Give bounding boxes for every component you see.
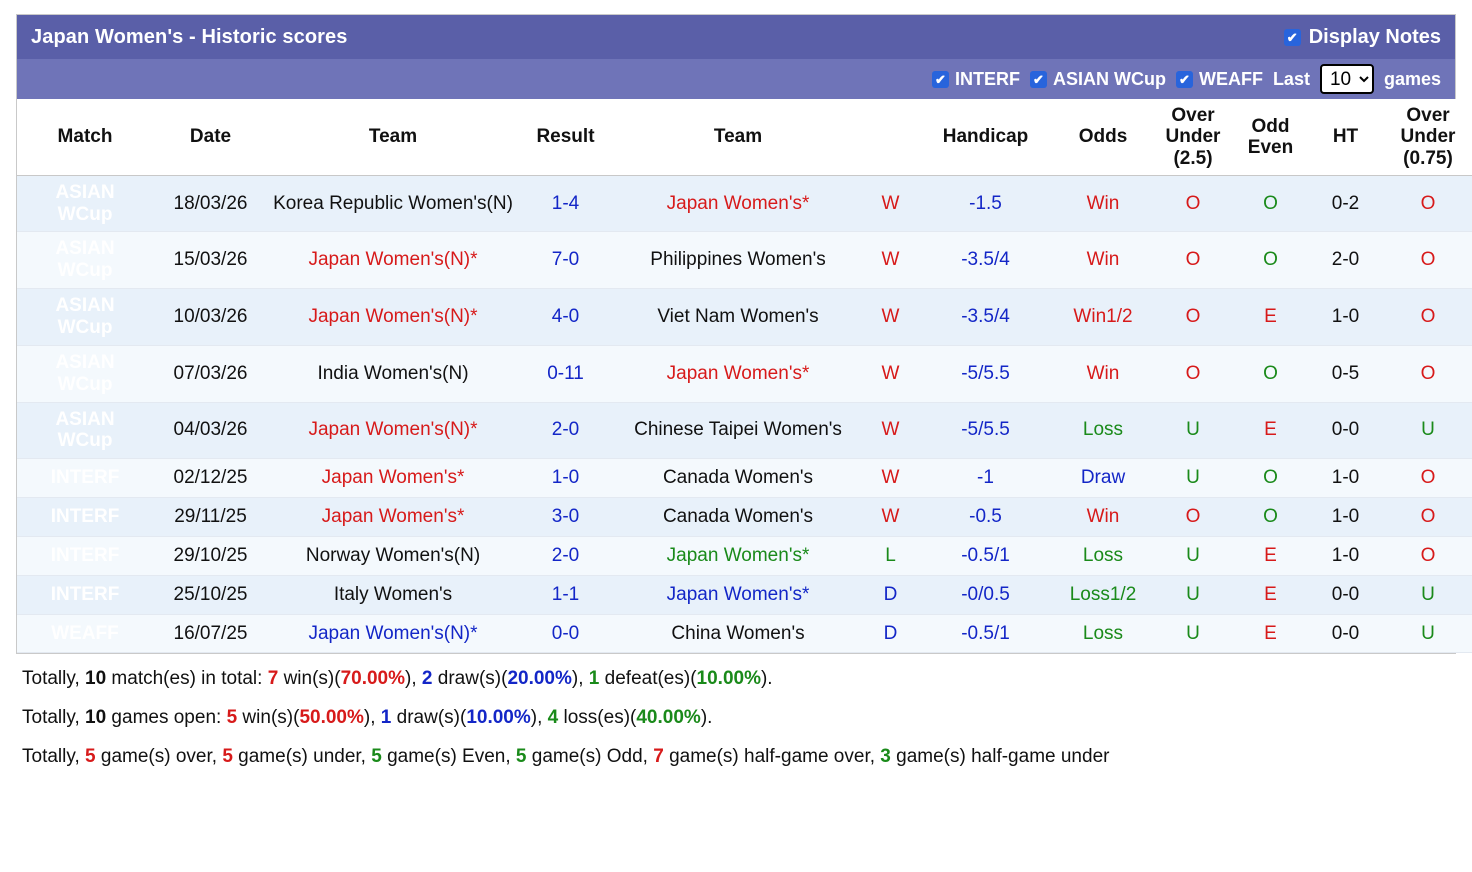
- match-result[interactable]: 4-0: [518, 289, 613, 346]
- interf-label: INTERF: [954, 68, 1020, 89]
- match-result[interactable]: 2-0: [518, 536, 613, 575]
- summary-open-wins: 5: [226, 707, 238, 729]
- match-date: 16/07/25: [153, 614, 268, 653]
- away-team[interactable]: Japan Women's*: [613, 345, 863, 402]
- summary-text: defeat(es)(: [599, 668, 697, 690]
- summary-text: draw(s)(: [432, 668, 508, 690]
- over-under-25: U: [1153, 614, 1233, 653]
- home-team[interactable]: Japan Women's*: [268, 498, 518, 537]
- over-under-075: U: [1383, 402, 1472, 459]
- summary-line-2: [22, 705, 1450, 731]
- odd-even: E: [1233, 575, 1308, 614]
- col-team-away: Team: [613, 99, 863, 175]
- half-time-score: 0-0: [1308, 575, 1383, 614]
- handicap-value: -0/0.5: [918, 575, 1053, 614]
- odds-result: Win: [1053, 498, 1153, 537]
- odd-even: E: [1233, 289, 1308, 346]
- last-label: Last: [1272, 68, 1310, 89]
- display-notes-control[interactable]: [1284, 26, 1441, 49]
- match-result[interactable]: 0-11: [518, 345, 613, 402]
- col-over-under-25-l2: Under: [1165, 126, 1221, 148]
- competition-badge: INTERF: [17, 459, 153, 498]
- col-odd-even-l1: Odd: [1251, 115, 1290, 137]
- col-odds: Odds: [1053, 99, 1153, 175]
- handicap-value: -3.5/4: [918, 232, 1053, 289]
- over-under-075: O: [1383, 232, 1472, 289]
- summary-open-win-pct: 50.00%: [299, 707, 364, 729]
- win-draw-loss: W: [863, 175, 918, 232]
- competition-badge: ASIAN WCup: [17, 232, 153, 289]
- odds-result: Draw: [1053, 459, 1153, 498]
- away-team[interactable]: Japan Women's*: [613, 175, 863, 232]
- col-odd-even-l2: Even: [1247, 136, 1294, 158]
- panel-titlebar: [17, 15, 1455, 59]
- summary-line-3: [22, 744, 1450, 770]
- summary-text: Totally,: [22, 745, 86, 767]
- odds-result: Win1/2: [1053, 289, 1153, 346]
- win-draw-loss: W: [863, 345, 918, 402]
- half-time-score: 1-0: [1308, 459, 1383, 498]
- over-under-075: O: [1383, 498, 1472, 537]
- col-result: Result: [518, 99, 613, 175]
- summary-total-matches: 10: [85, 668, 107, 690]
- win-draw-loss: W: [863, 498, 918, 537]
- win-draw-loss: W: [863, 289, 918, 346]
- match-result[interactable]: 1-1: [518, 575, 613, 614]
- win-draw-loss: L: [863, 536, 918, 575]
- odds-result: Loss: [1053, 402, 1153, 459]
- historic-scores-table: [17, 99, 1472, 653]
- home-team[interactable]: Japan Women's(N)*: [268, 402, 518, 459]
- win-draw-loss: D: [863, 575, 918, 614]
- asian-wcup-label: ASIAN WCup: [1052, 68, 1166, 89]
- home-team[interactable]: Japan Women's(N)*: [268, 232, 518, 289]
- match-date: 02/12/25: [153, 459, 268, 498]
- table-row[interactable]: [17, 614, 1472, 653]
- interf-checkbox[interactable]: [932, 71, 949, 88]
- half-time-score: 1-0: [1308, 289, 1383, 346]
- summary-open-draw-pct: 10.00%: [466, 707, 531, 729]
- win-draw-loss: W: [863, 232, 918, 289]
- summary-win-pct: 70.00%: [340, 668, 406, 690]
- match-date: 25/10/25: [153, 575, 268, 614]
- over-under-075: O: [1383, 536, 1472, 575]
- home-team[interactable]: India Women's(N): [268, 345, 518, 402]
- summary-wins: 7: [267, 668, 279, 690]
- match-result[interactable]: 3-0: [518, 498, 613, 537]
- summary-text: match(es) in total:: [106, 668, 268, 690]
- over-under-075: O: [1383, 345, 1472, 402]
- summary-open-losses: 4: [547, 707, 559, 729]
- over-under-075: U: [1383, 575, 1472, 614]
- match-result[interactable]: 7-0: [518, 232, 613, 289]
- summary-defeats: 1: [588, 668, 600, 690]
- match-date: 07/03/26: [153, 345, 268, 402]
- summary-section: [16, 654, 1456, 769]
- summary-text: game(s) half-game over,: [663, 745, 881, 767]
- weaff-checkbox[interactable]: [1176, 71, 1193, 88]
- summary-text: win(s)(: [278, 668, 341, 690]
- home-team[interactable]: Italy Women's: [268, 575, 518, 614]
- summary-text: Totally,: [22, 707, 86, 729]
- match-result[interactable]: 2-0: [518, 402, 613, 459]
- historic-scores-panel: [16, 14, 1456, 654]
- table-row[interactable]: [17, 175, 1472, 232]
- over-under-25: O: [1153, 498, 1233, 537]
- half-time-score: 1-0: [1308, 498, 1383, 537]
- page-title: Japan Women's - Historic scores: [31, 25, 348, 48]
- col-over-under-075-l2: Under: [1400, 126, 1456, 148]
- summary-text: Totally,: [22, 668, 86, 690]
- match-date: 29/11/25: [153, 498, 268, 537]
- away-team[interactable]: Philippines Women's: [613, 232, 863, 289]
- col-over-under-25-l1: Over: [1171, 105, 1215, 126]
- col-over-under-25-l3: (2.5): [1173, 147, 1213, 169]
- asian-wcup-checkbox[interactable]: [1030, 71, 1047, 88]
- odd-even: E: [1233, 402, 1308, 459]
- half-time-score: 1-0: [1308, 536, 1383, 575]
- col-over-under-075-l3: (0.75): [1403, 147, 1453, 169]
- away-team[interactable]: China Women's: [613, 614, 863, 653]
- competition-badge: ASIAN WCup: [17, 289, 153, 346]
- competition-badge: INTERF: [17, 498, 153, 537]
- table-row[interactable]: [17, 289, 1472, 346]
- over-under-25: O: [1153, 175, 1233, 232]
- summary-text: ).: [760, 668, 773, 690]
- col-handicap: Handicap: [918, 99, 1053, 175]
- summary-text: draw(s)(: [391, 707, 467, 729]
- summary-open-loss-pct: 40.00%: [636, 707, 701, 729]
- summary-text: loss(es)(: [558, 707, 637, 729]
- odd-even: O: [1233, 345, 1308, 402]
- col-over-under-075-l1: Over: [1406, 105, 1450, 126]
- odds-result: Win: [1053, 175, 1153, 232]
- home-team[interactable]: Norway Women's(N): [268, 536, 518, 575]
- table-row[interactable]: [17, 232, 1472, 289]
- col-odd-even: [1233, 99, 1308, 175]
- col-wdl: [863, 99, 918, 175]
- col-over-under-25: [1153, 99, 1233, 175]
- col-date: Date: [153, 99, 268, 175]
- over-under-25: O: [1153, 289, 1233, 346]
- games-label: games: [1383, 68, 1441, 89]
- home-team[interactable]: Japan Women's(N)*: [268, 289, 518, 346]
- games-count-select[interactable]: [1320, 64, 1374, 94]
- competition-badge: ASIAN WCup: [17, 402, 153, 459]
- filter-interf[interactable]: [932, 69, 1020, 90]
- summary-text: ).: [700, 707, 713, 729]
- odd-even: E: [1233, 614, 1308, 653]
- table-row[interactable]: [17, 459, 1472, 498]
- odds-result: Win: [1053, 345, 1153, 402]
- over-under-075: O: [1383, 289, 1472, 346]
- handicap-value: -1.5: [918, 175, 1053, 232]
- table-row[interactable]: [17, 498, 1472, 537]
- away-team[interactable]: Chinese Taipei Women's: [613, 402, 863, 459]
- match-date: 04/03/26: [153, 402, 268, 459]
- col-match: Match: [17, 99, 153, 175]
- away-team[interactable]: Japan Women's*: [613, 536, 863, 575]
- match-result[interactable]: 1-4: [518, 175, 613, 232]
- table-row[interactable]: [17, 575, 1472, 614]
- odds-result: Win: [1053, 232, 1153, 289]
- competition-badge: WEAFF: [17, 614, 153, 653]
- win-draw-loss: D: [863, 614, 918, 653]
- over-under-25: U: [1153, 536, 1233, 575]
- summary-text: game(s) under,: [232, 745, 372, 767]
- filter-asian-wcup[interactable]: [1030, 69, 1166, 90]
- summary-text: ),: [405, 668, 422, 690]
- competition-badge: ASIAN WCup: [17, 175, 153, 232]
- home-team[interactable]: Japan Women's(N)*: [268, 614, 518, 653]
- odds-result: Loss1/2: [1053, 575, 1153, 614]
- away-team[interactable]: Canada Women's: [613, 459, 863, 498]
- summary-open-draws: 1: [380, 707, 392, 729]
- away-team[interactable]: Viet Nam Women's: [613, 289, 863, 346]
- handicap-value: -3.5/4: [918, 289, 1053, 346]
- away-team[interactable]: Japan Women's*: [613, 575, 863, 614]
- summary-text: ),: [363, 707, 381, 729]
- summary-under-count: 5: [222, 745, 233, 767]
- summary-text: win(s)(: [237, 707, 300, 729]
- weaff-label: WEAFF: [1198, 68, 1263, 89]
- match-date: 18/03/26: [153, 175, 268, 232]
- home-team[interactable]: Korea Republic Women's(N): [268, 175, 518, 232]
- match-result[interactable]: 0-0: [518, 614, 613, 653]
- over-under-075: O: [1383, 175, 1472, 232]
- match-date: 29/10/25: [153, 536, 268, 575]
- odd-even: O: [1233, 498, 1308, 537]
- over-under-25: U: [1153, 575, 1233, 614]
- odds-result: Loss: [1053, 536, 1153, 575]
- over-under-25: U: [1153, 402, 1233, 459]
- col-ht: HT: [1308, 99, 1383, 175]
- home-team[interactable]: Japan Women's*: [268, 459, 518, 498]
- over-under-075: O: [1383, 459, 1472, 498]
- handicap-value: -0.5/1: [918, 614, 1053, 653]
- handicap-value: -0.5/1: [918, 536, 1053, 575]
- away-team[interactable]: Canada Women's: [613, 498, 863, 537]
- col-over-under-075: [1383, 99, 1472, 175]
- half-time-score: 0-0: [1308, 614, 1383, 653]
- competition-badge: INTERF: [17, 575, 153, 614]
- table-row[interactable]: [17, 536, 1472, 575]
- half-time-score: 0-0: [1308, 402, 1383, 459]
- table-header-row: [17, 99, 1472, 175]
- summary-half-over-count: 7: [653, 745, 664, 767]
- summary-over-count: 5: [85, 745, 96, 767]
- summary-text: game(s) Odd,: [526, 745, 654, 767]
- over-under-25: O: [1153, 232, 1233, 289]
- match-result[interactable]: 1-0: [518, 459, 613, 498]
- col-team-home: Team: [268, 99, 518, 175]
- odd-even: O: [1233, 175, 1308, 232]
- summary-text: ),: [530, 707, 548, 729]
- summary-defeat-pct: 10.00%: [696, 668, 761, 690]
- odd-even: O: [1233, 232, 1308, 289]
- handicap-value: -5/5.5: [918, 402, 1053, 459]
- summary-text: game(s) half-game under: [890, 745, 1110, 767]
- over-under-25: U: [1153, 459, 1233, 498]
- handicap-value: -1: [918, 459, 1053, 498]
- competition-badge: ASIAN WCup: [17, 345, 153, 402]
- over-under-25: O: [1153, 345, 1233, 402]
- summary-text: game(s) Even,: [381, 745, 516, 767]
- summary-draws: 2: [421, 668, 433, 690]
- summary-text: games open:: [106, 707, 227, 729]
- half-time-score: 0-5: [1308, 345, 1383, 402]
- odd-even: E: [1233, 536, 1308, 575]
- summary-odd-count: 5: [515, 745, 527, 767]
- handicap-value: -0.5: [918, 498, 1053, 537]
- half-time-score: 0-2: [1308, 175, 1383, 232]
- table-row[interactable]: [17, 402, 1472, 459]
- summary-text: game(s) over,: [95, 745, 223, 767]
- over-under-075: U: [1383, 614, 1472, 653]
- odd-even: O: [1233, 459, 1308, 498]
- display-notes-label: Display Notes: [1308, 25, 1441, 48]
- summary-even-count: 5: [371, 745, 382, 767]
- summary-line-1: [22, 666, 1450, 692]
- filter-weaff[interactable]: [1176, 69, 1263, 90]
- match-date: 10/03/26: [153, 289, 268, 346]
- competition-badge: INTERF: [17, 536, 153, 575]
- table-row[interactable]: [17, 345, 1472, 402]
- summary-games-open: 10: [85, 707, 107, 729]
- display-notes-checkbox[interactable]: [1284, 29, 1301, 46]
- summary-half-under-count: 3: [880, 745, 891, 767]
- summary-draw-pct: 20.00%: [507, 668, 572, 690]
- win-draw-loss: W: [863, 459, 918, 498]
- half-time-score: 2-0: [1308, 232, 1383, 289]
- handicap-value: -5/5.5: [918, 345, 1053, 402]
- summary-text: ),: [571, 668, 589, 690]
- odds-result: Loss: [1053, 614, 1153, 653]
- match-date: 15/03/26: [153, 232, 268, 289]
- competition-filter-bar: [17, 59, 1455, 99]
- win-draw-loss: W: [863, 402, 918, 459]
